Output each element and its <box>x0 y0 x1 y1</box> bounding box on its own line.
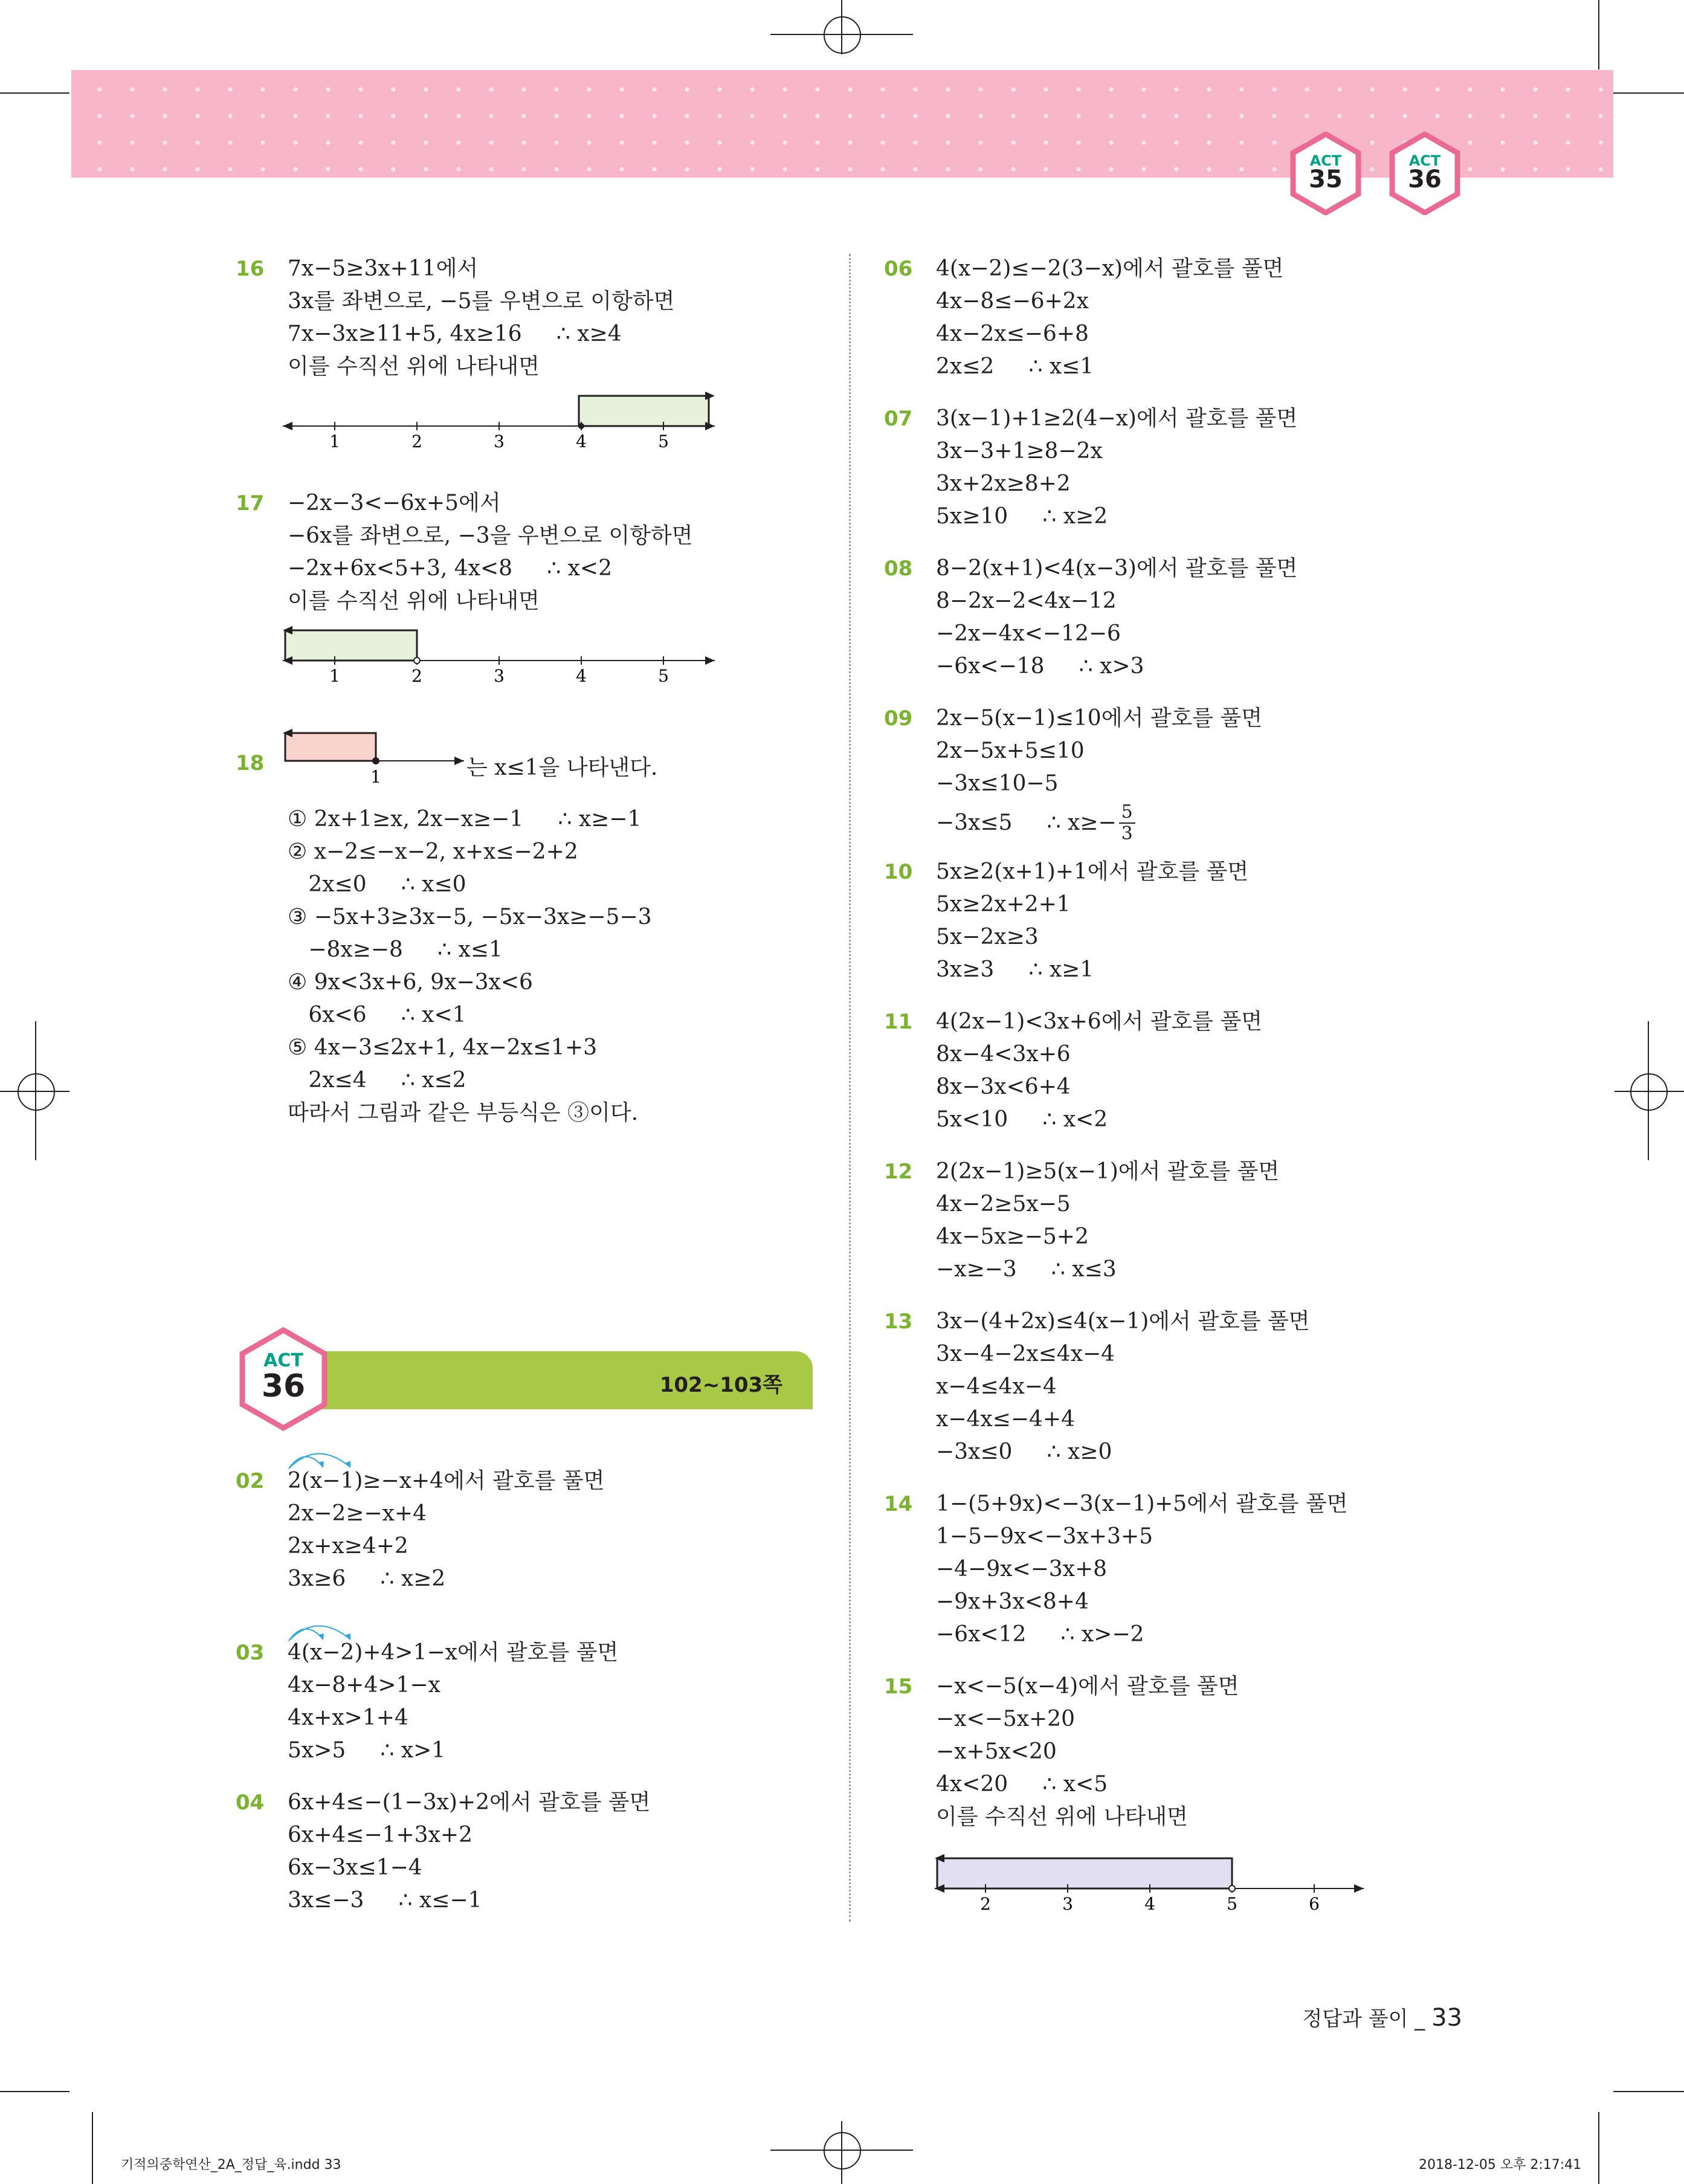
crop-mark <box>1613 2091 1684 2092</box>
solution-line: 3x≤−3 ∴ x≤−1 <box>288 1888 482 1913</box>
solution-line: 8x−3x<6+4 <box>936 1074 1071 1099</box>
problem-06 <box>884 253 1609 383</box>
registration-mark <box>824 16 861 54</box>
solution-line: ① 2x+1≥x, 2x−x≥−1 ∴ x≥−1 <box>288 807 642 832</box>
solution-line: 2x−5(x−1)≤10에서 괄호를 풀면 <box>936 706 1263 731</box>
tick-label: 3 <box>494 431 505 451</box>
problem-number: 11 <box>884 1010 913 1034</box>
solution-line: 따라서 그림과 같은 부등식은 ③이다. <box>288 1100 639 1125</box>
tick-label: 3 <box>1062 1894 1073 1914</box>
problem-number: 14 <box>884 1492 913 1516</box>
solution-line: 5x−2x≥3 <box>936 925 1039 949</box>
act-badge <box>1389 132 1461 215</box>
solution-text: −3x≤5 ∴ x≥− <box>936 810 1117 835</box>
solution-line: 6x+4≤−(1−3x)+2에서 괄호를 풀면 <box>288 1790 651 1815</box>
registration-mark <box>18 1073 55 1111</box>
solution-line: 4x−2≥5x−5 <box>936 1192 1071 1216</box>
solution-line: −2x+6x<5+3, 4x<8 ∴ x<2 <box>288 556 612 581</box>
solution-line: 4x+x>1+4 <box>288 1705 408 1730</box>
solution-line: 3x를 좌변으로, −5를 우변으로 이항하면 <box>288 289 675 314</box>
solution-line: 1−(5+9x)<−3(x−1)+5에서 괄호를 풀면 <box>936 1491 1348 1516</box>
column-divider <box>849 254 851 1922</box>
problem-number: 08 <box>884 557 913 581</box>
problem-15 <box>884 1670 1609 1833</box>
solution-line: x−4x≤−4+4 <box>936 1407 1075 1432</box>
crop-mark <box>0 92 69 94</box>
tick-label: 4 <box>1144 1894 1155 1914</box>
problem-07 <box>884 402 1609 533</box>
problem-09 <box>884 702 1609 846</box>
number-line-18 <box>283 722 470 791</box>
problem-11 <box>884 1006 1609 1136</box>
page-footer <box>1302 2002 1462 2032</box>
tick-label: 2 <box>980 1894 991 1914</box>
tick-label: 1 <box>329 666 340 686</box>
solution-line: 3x+2x≥8+2 <box>936 471 1071 496</box>
solution-line: 2x≤4 ∴ x≤2 <box>288 1068 466 1093</box>
solution-line: 7x−5≥3x+11에서 <box>288 256 479 281</box>
solution-line: 3(x−1)+1≥2(4−x)에서 괄호를 풀면 <box>936 406 1298 431</box>
act-number: 36 <box>261 1368 306 1404</box>
solution-line: 2x−2≥−x+4 <box>288 1501 427 1526</box>
problem-12 <box>884 1155 1609 1286</box>
solution-line: 6x+4≤−1+3x+2 <box>288 1823 473 1847</box>
section-act-badge <box>238 1327 329 1431</box>
solution-line: −8x≥−8 ∴ x≤1 <box>288 937 503 962</box>
solution-line: 5x<10 ∴ x<2 <box>936 1107 1108 1132</box>
problem-03 <box>236 1636 828 1767</box>
problem-number: 02 <box>236 1469 265 1493</box>
solution-line: 이를 수직선 위에 나타내면 <box>936 1804 1188 1829</box>
crop-mark <box>1613 92 1684 94</box>
tick-label: 4 <box>576 666 587 686</box>
footer-label: 정답과 풀이 _ <box>1302 2007 1432 2031</box>
problem-18 <box>236 803 828 1129</box>
section-bar <box>290 1351 813 1409</box>
solution-line: 1−5−9x<−3x+3+5 <box>936 1524 1153 1549</box>
problem-16 <box>236 253 828 383</box>
page-number: 33 <box>1431 2004 1462 2032</box>
number-line-16 <box>283 387 718 462</box>
solution-line: −4−9x<−3x+8 <box>936 1557 1108 1581</box>
crop-mark <box>1598 0 1599 69</box>
solution-line: 2x−5x+5≤10 <box>936 738 1085 763</box>
tick-label: 1 <box>370 767 381 787</box>
solution-line: −x<−5x+20 <box>936 1707 1075 1731</box>
problem-17 <box>236 487 828 618</box>
act-label: ACT <box>263 1350 303 1371</box>
solution-line: −6x를 좌변으로, −3을 우변으로 이항하면 <box>288 523 693 548</box>
solution-line: 7x−3x≥11+5, 4x≥16 ∴ x≥4 <box>288 321 622 346</box>
solution-line: 4(2x−1)<3x+6에서 괄호를 풀면 <box>936 1009 1263 1034</box>
solution-line: x−4≤4x−4 <box>936 1374 1057 1399</box>
left-column <box>236 253 828 383</box>
slug-filename: 기적의중학연산_2A_정답_육.indd 33 <box>121 2157 341 2173</box>
solution-line: 6x<6 ∴ x<1 <box>288 1003 466 1027</box>
left-column <box>236 1465 828 1917</box>
act-number: 35 <box>1309 166 1343 193</box>
solution-line: −2x−3<−6x+5에서 <box>288 491 501 515</box>
solution-line: 3x−4−2x≤4x−4 <box>936 1342 1115 1366</box>
problem-number: 12 <box>884 1160 913 1184</box>
solution-line: −6x<−18 ∴ x>3 <box>936 654 1144 679</box>
crop-mark <box>0 2091 69 2092</box>
solution-line: −x+5x<20 <box>936 1739 1057 1764</box>
solution-line: 이를 수직선 위에 나타내면 <box>288 589 540 613</box>
solution-line: 6x−3x≤1−4 <box>288 1855 422 1880</box>
problem-number: 16 <box>236 257 265 281</box>
problem-02 <box>236 1465 828 1595</box>
problem-10 <box>884 856 1609 986</box>
solution-line: −9x+3x<8+4 <box>936 1589 1089 1614</box>
tick-label: 3 <box>494 666 505 686</box>
problem-number: 18 <box>236 751 265 775</box>
solution-line: ② x−2≤−x−2, x+x≤−2+2 <box>288 839 578 864</box>
solution-line: 2x+x≥4+2 <box>288 1534 408 1559</box>
tick-label: 5 <box>658 431 669 451</box>
solution-line: ③ −5x+3≥3x−5, −5x−3x≥−5−3 <box>288 905 652 929</box>
solution-line <box>936 800 1609 846</box>
solution-line: −3x≤10−5 <box>936 771 1059 796</box>
slug-timestamp: 2018-12-05 오후 2:17:41 <box>1419 2157 1582 2173</box>
solution-line: 2(x−1)≥−x+4에서 괄호를 풀면 <box>288 1468 605 1493</box>
tick-label: 2 <box>411 431 422 451</box>
tick-label: 5 <box>1227 1894 1237 1914</box>
tick-label: 1 <box>329 431 340 451</box>
registration-mark <box>824 2132 861 2169</box>
solution-line: 4x−2x≤−6+8 <box>936 321 1089 346</box>
solution-line: −6x<12 ∴ x>−2 <box>936 1622 1144 1647</box>
problem-13 <box>884 1305 1609 1468</box>
solution-line: 4x<20 ∴ x<5 <box>936 1772 1108 1797</box>
solution-line: 5x>5 ∴ x>1 <box>288 1738 446 1763</box>
number-line-15 <box>935 1849 1370 1924</box>
solution-line: ④ 9x<3x+6, 9x−3x<6 <box>288 970 533 995</box>
crop-mark <box>92 2112 93 2184</box>
solution-line: 3x≥3 ∴ x≥1 <box>936 957 1094 982</box>
solution-line: 8x−4<3x+6 <box>936 1042 1071 1067</box>
solution-line: 3x≥6 ∴ x≥2 <box>288 1566 446 1591</box>
solution-line: −2x−4x<−12−6 <box>936 621 1121 646</box>
problem-04 <box>236 1786 828 1917</box>
problem-number: 06 <box>884 257 913 281</box>
solution-line: −x≥−3 ∴ x≤3 <box>936 1257 1117 1282</box>
right-column <box>884 253 1609 1833</box>
problem-number: 13 <box>884 1310 913 1334</box>
solution-line: 2x≤2 ∴ x≤1 <box>936 354 1094 379</box>
tick-label: 5 <box>658 666 669 686</box>
solution-line: 4x−5x≥−5+2 <box>936 1224 1089 1249</box>
solution-line: 2(2x−1)≥5(x−1)에서 괄호를 풀면 <box>936 1159 1280 1184</box>
solution-line: 5x≥2x+2+1 <box>936 892 1071 917</box>
act-number: 36 <box>1408 166 1442 193</box>
tick-label: 4 <box>576 431 587 451</box>
act-label: ACT <box>1309 152 1342 169</box>
act-label: ACT <box>1408 152 1441 169</box>
solution-line: ⑤ 4x−3≤2x+1, 4x−2x≤1+3 <box>288 1035 598 1060</box>
solution-line: 이를 수직선 위에 나타내면 <box>288 354 540 379</box>
tick-label: 6 <box>1309 1894 1320 1914</box>
solution-line: 5x≥2(x+1)+1에서 괄호를 풀면 <box>936 859 1249 884</box>
problem-number: 09 <box>884 706 913 731</box>
fraction <box>1119 802 1135 844</box>
tick-label: 2 <box>411 666 422 686</box>
crop-mark <box>1598 2112 1599 2184</box>
problem-number: 07 <box>884 407 913 431</box>
solution-line: −3x≤0 ∴ x≥0 <box>936 1439 1112 1464</box>
number-line-17 <box>283 621 718 696</box>
left-column <box>236 803 828 1129</box>
header-band <box>71 70 1613 178</box>
problem-number: 15 <box>884 1675 913 1699</box>
solution-line: 3x−3+1≥8−2x <box>936 439 1103 464</box>
problem-08 <box>884 552 1609 683</box>
section-pages: 102~103쪽 <box>659 1373 782 1397</box>
figure-caption: 는 x≤1을 나타낸다. <box>466 755 658 780</box>
left-column <box>236 487 828 618</box>
solution-line: 4(x−2)≤−2(3−x)에서 괄호를 풀면 <box>936 256 1284 281</box>
registration-mark <box>1630 1073 1668 1111</box>
solution-line: 5x≥10 ∴ x≥2 <box>936 504 1108 529</box>
problem-14 <box>884 1488 1609 1651</box>
solution-line: 2x≤0 ∴ x≤0 <box>288 872 466 897</box>
solution-line: −x<−5(x−4)에서 괄호를 풀면 <box>936 1674 1239 1699</box>
solution-line: 3x−(4+2x)≤4(x−1)에서 괄호를 풀면 <box>936 1309 1310 1334</box>
fraction-denominator: 3 <box>1121 823 1133 844</box>
fraction-numerator: 5 <box>1119 802 1135 824</box>
solution-line: 4(x−2)+4>1−x에서 괄호를 풀면 <box>288 1640 619 1665</box>
solution-line: 4x−8≤−6+2x <box>936 289 1089 314</box>
solution-line: 8−2(x+1)<4(x−3)에서 괄호를 풀면 <box>936 556 1298 581</box>
solution-line: 8−2x−2<4x−12 <box>936 589 1117 613</box>
act-badge <box>1289 132 1362 215</box>
problem-number: 03 <box>236 1641 265 1665</box>
problem-number: 10 <box>884 860 913 884</box>
problem-number: 17 <box>236 491 265 515</box>
problem-number: 04 <box>236 1791 265 1815</box>
solution-line: 4x−8+4>1−x <box>288 1673 440 1698</box>
